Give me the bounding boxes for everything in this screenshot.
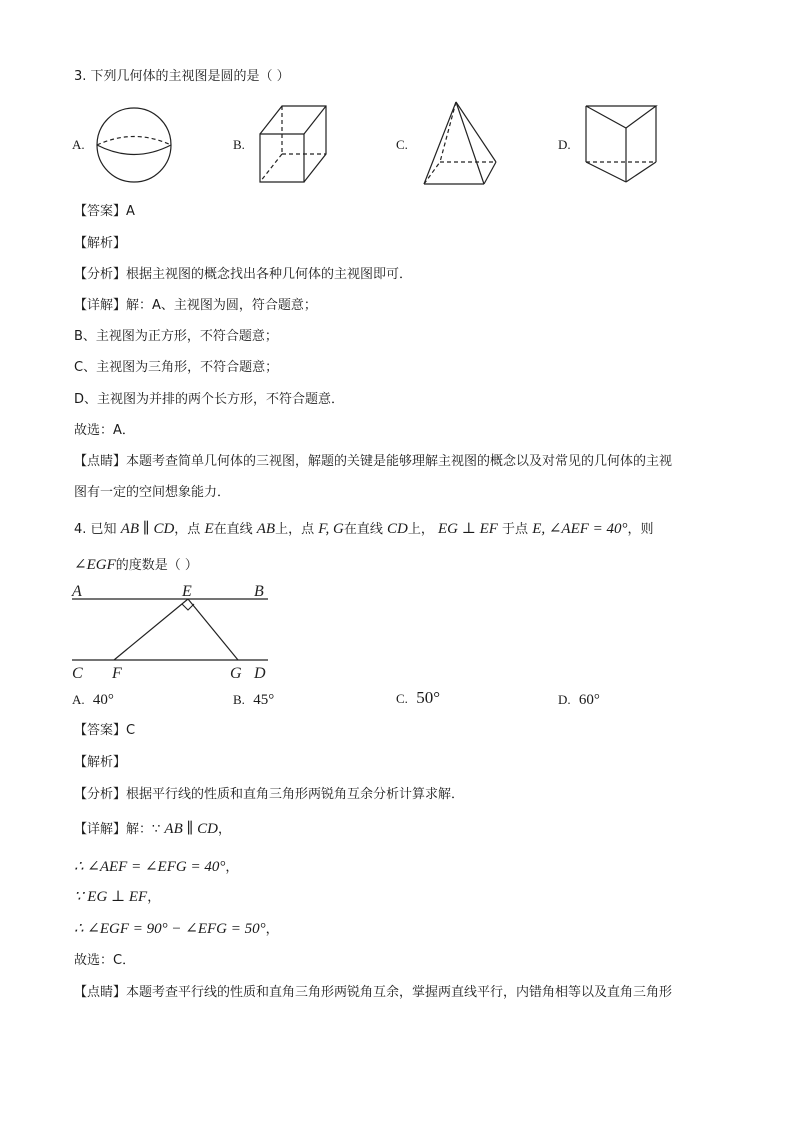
label-e: E (182, 583, 192, 600)
cube-figure (258, 104, 330, 184)
q4-comment: 【点睛】本题考查平行线的性质和直角三角形两锐角互余，掌握两直线平行，内错角相等以及直角三角形 (74, 985, 673, 1000)
q3-detail-3: C、主视图为三角形，不符合题意； (74, 360, 279, 375)
q4-option-c: C. 50° (396, 688, 440, 707)
label-a: A (72, 583, 82, 600)
label-d: D (254, 665, 266, 682)
q4-stem-line2: ∠EGF的度数是（ ） (74, 557, 198, 573)
q4-analysis-title: 【解析】 (74, 755, 127, 770)
q4-option-b: B. 45° (233, 692, 275, 708)
q4-choose: 故选：C． (74, 953, 136, 968)
q4-option-d: D. 60° (558, 692, 600, 708)
q3-option-c-label: C. (396, 137, 408, 152)
q3-answer: 【答案】A (74, 204, 135, 219)
q3-comment-1: 【点睛】本题考查简单几何体的三视图，解题的关键是能够理解主视图的概念以及对常见的几何体的主视 (74, 454, 673, 469)
q3-option-d-label: D. (558, 137, 571, 152)
q3-detail-4: D、主视图为并排的两个长方形，不符合题意． (74, 392, 345, 407)
q4-fenxi: 【分析】根据平行线的性质和直角三角形两锐角互余分析计算求解． (74, 787, 465, 802)
label-b: B (254, 583, 264, 600)
triangular-prism-figure (584, 104, 660, 184)
q4-step-3: ∵ EG ⊥ EF， (74, 889, 161, 905)
q4-answer: 【答案】C (74, 723, 136, 738)
q4-step-4: ∴ ∠EGF = 90° − ∠EFG = 50°， (74, 921, 279, 937)
q4-step-2: ∴ ∠AEF = ∠EFG = 40°， (74, 859, 239, 875)
parallel-lines-figure (72, 582, 272, 682)
q3-analysis-title: 【解析】 (74, 236, 127, 251)
label-g: G (230, 665, 242, 682)
q3-fenxi: 【分析】根据主视图的概念找出各种几何体的主视图即可． (74, 267, 413, 282)
q3-detail-1: 【详解】解：A、主视图为圆，符合题意； (74, 298, 317, 313)
q4-stem-line1: 4. 已知 AB ∥ CD，点 E在直线 AB上，点 F, G在直线 CD上， EG ⊥ EF 于点 E, ∠AEF = 40°，则 (74, 521, 654, 537)
q3-detail-2: B、主视图为正方形，不符合题意； (74, 329, 278, 344)
q4-detail-1: 【详解】解：∵ AB ∥ CD， (74, 821, 232, 837)
label-c: C (72, 665, 83, 682)
sphere-figure (96, 108, 176, 184)
q3-stem: 3. 下列几何体的主视图是圆的是（ ） (74, 69, 290, 84)
q3-option-a-label: A. (72, 137, 85, 152)
label-f: F (112, 665, 122, 682)
pyramid-figure (422, 100, 498, 188)
q4-option-a: A. 40° (72, 692, 114, 708)
q3-choose: 故选：A． (74, 423, 135, 438)
q3-option-b-label: B. (233, 137, 245, 152)
q3-comment-2: 图有一定的空间想象能力． (74, 485, 231, 500)
